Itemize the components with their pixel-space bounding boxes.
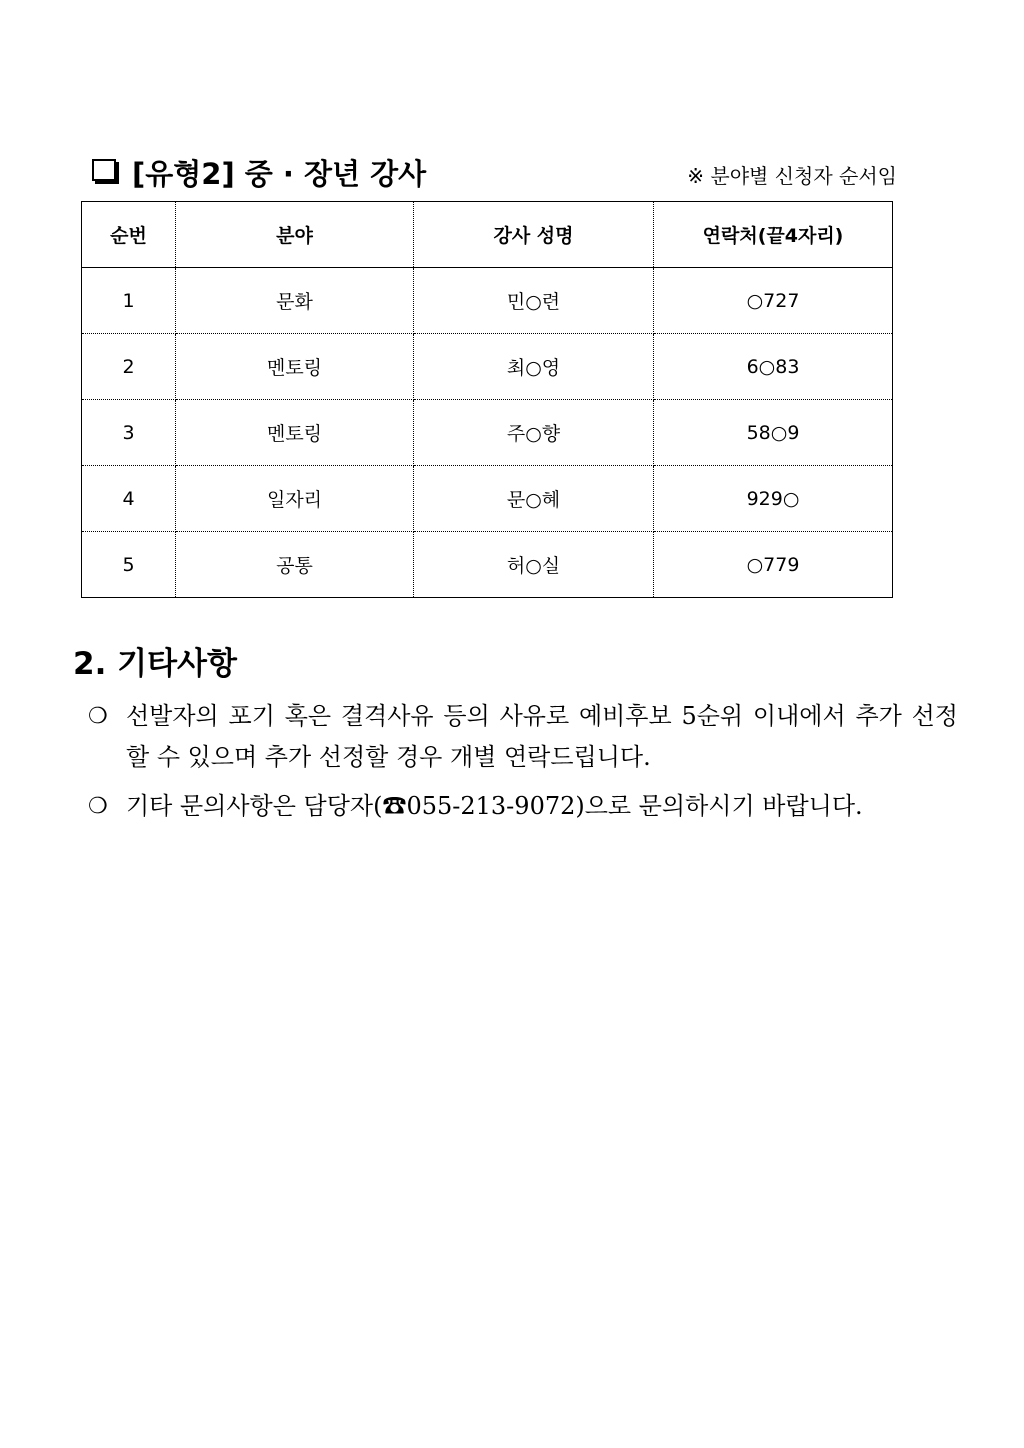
cell-name: 허○실 xyxy=(414,532,654,598)
lecturer-table xyxy=(81,201,893,598)
cell-number: 5 xyxy=(82,532,176,598)
table-row xyxy=(82,268,893,334)
cell-field: 멘토링 xyxy=(176,400,414,466)
checkbox-icon xyxy=(92,159,116,181)
list-item xyxy=(88,696,958,778)
circle-bullet-icon: ❍ xyxy=(88,794,108,819)
cell-contact: ○727 xyxy=(654,268,893,334)
circle-bullet-icon: ❍ xyxy=(88,704,108,729)
list-item-text: 선발자의 포기 혹은 결격사유 등의 사유로 예비후보 5순위 이내에서 추가 선정할 수 있으며 추가 선정할 경우 개별 연락드립니다. xyxy=(126,702,958,771)
column-header-number: 순번 xyxy=(82,202,176,268)
cell-contact: 58○9 xyxy=(654,400,893,466)
list-item xyxy=(88,786,958,827)
cell-contact: 6○83 xyxy=(654,334,893,400)
cell-contact: ○779 xyxy=(654,532,893,598)
column-header-field: 분야 xyxy=(176,202,414,268)
cell-number: 3 xyxy=(82,400,176,466)
cell-name: 문○혜 xyxy=(414,466,654,532)
cell-field: 공통 xyxy=(176,532,414,598)
cell-name: 민○련 xyxy=(414,268,654,334)
order-note: ※ 분야별 신청자 순서임 xyxy=(687,164,897,188)
table-row xyxy=(82,532,893,598)
other-matters-heading: 2. 기타사항 xyxy=(73,646,237,682)
cell-field: 일자리 xyxy=(176,466,414,532)
table-header-row xyxy=(82,202,893,268)
column-header-name: 강사 성명 xyxy=(414,202,654,268)
cell-name: 주○향 xyxy=(414,400,654,466)
table-row xyxy=(82,466,893,532)
cell-contact: 929○ xyxy=(654,466,893,532)
cell-field: 멘토링 xyxy=(176,334,414,400)
column-header-contact: 연락처(끝4자리) xyxy=(654,202,893,268)
table-row xyxy=(82,334,893,400)
table-row xyxy=(82,400,893,466)
cell-field: 문화 xyxy=(176,268,414,334)
list-item-text: 기타 문의사항은 담당자(☎055-213-9072)으로 문의하시기 바랍니다. xyxy=(126,792,863,820)
cell-name: 최○영 xyxy=(414,334,654,400)
section-title: [유형2] 중 · 장년 강사 xyxy=(132,157,427,191)
cell-number: 1 xyxy=(82,268,176,334)
section-header xyxy=(92,150,897,194)
cell-number: 2 xyxy=(82,334,176,400)
cell-number: 4 xyxy=(82,466,176,532)
